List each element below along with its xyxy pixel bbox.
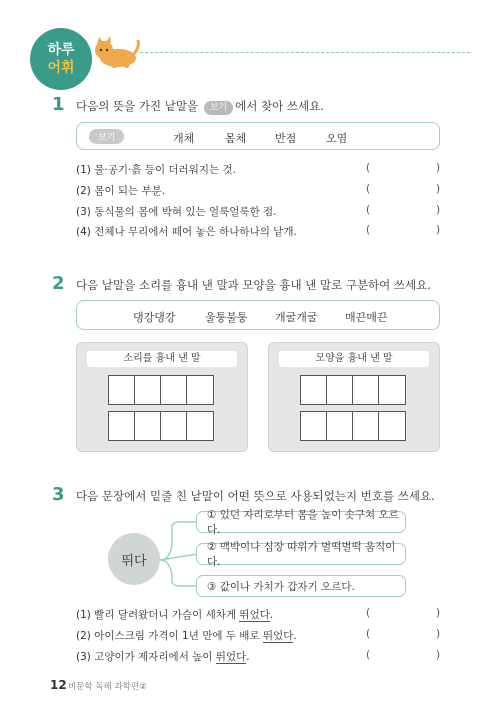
q2-number: 2 [52, 273, 65, 294]
answer-paren-close: ) [436, 649, 441, 661]
answer-cell[interactable] [300, 375, 328, 405]
q2-word: 매끈매끈 [345, 311, 388, 324]
badge-line2: 어휘 [47, 60, 75, 76]
meaning-option-3: ③ 값이나 가치가 갑자기 오르다. [196, 575, 406, 597]
q1-tag: 보기 [204, 101, 233, 115]
q3-item-end: . [269, 609, 274, 621]
underlined-word: 뛰었다 [262, 630, 294, 642]
answer-paren-close: ) [436, 224, 441, 236]
day-vocab-badge [30, 28, 92, 90]
book-title: 비문학 독해 과학편② [68, 682, 147, 692]
connector-lines [158, 520, 198, 600]
q1-word: 개체 [173, 132, 195, 145]
target-word: 뛰다 [121, 553, 147, 569]
q2-word: 울퉁불퉁 [205, 311, 248, 324]
answer-grid[interactable] [108, 411, 212, 441]
shape-word-title: 모양을 흉내 낸 말 [279, 351, 429, 367]
q3-item [76, 649, 250, 664]
q1-item: (2) 몸이 되는 부분. [76, 185, 166, 197]
q3-number: 3 [52, 484, 65, 505]
q3-item-text: (2) 아이스크림 가격이 1년 만에 두 배로 [76, 630, 263, 642]
target-word-circle [108, 533, 160, 585]
answer-cell[interactable] [134, 375, 162, 405]
answer-cell[interactable] [186, 411, 214, 441]
answer-cell[interactable] [326, 375, 354, 405]
q2-word: 개굴개굴 [275, 311, 318, 324]
cat-icon [92, 36, 142, 72]
answer-paren-close: ) [436, 628, 441, 640]
answer-paren-open[interactable]: ( [366, 162, 371, 174]
answer-paren-open[interactable]: ( [366, 649, 371, 661]
q1-word: 오염 [326, 132, 348, 145]
answer-cell[interactable] [108, 375, 136, 405]
meaning-option-2: ② 맥박이나 심장 따위가 벌떡벌떡 움직이다. [196, 543, 406, 565]
q1-box-label: 보기 [89, 129, 124, 144]
answer-paren-close: ) [436, 607, 441, 619]
q2-instruction: 다음 낱말을 소리를 흉내 낸 말과 모양을 흉내 낸 말로 구분하여 쓰세요. [76, 278, 431, 292]
answer-paren-open[interactable]: ( [366, 607, 371, 619]
answer-cell[interactable] [186, 375, 214, 405]
answer-cell[interactable] [378, 411, 406, 441]
q1-number: 1 [52, 94, 65, 115]
answer-cell[interactable] [134, 411, 162, 441]
q1-item: (1) 물·공기·흙 등이 더러워지는 것. [76, 164, 236, 176]
shape-word-box [268, 342, 440, 452]
q3-item [76, 628, 297, 643]
answer-cell[interactable] [160, 411, 188, 441]
q3-instruction: 다음 문장에서 밑줄 친 낱말이 어떤 뜻으로 사용되었는지 번호를 쓰세요. [76, 489, 435, 503]
answer-cell[interactable] [160, 375, 188, 405]
q3-item-end: . [293, 630, 297, 642]
answer-cell[interactable] [352, 375, 380, 405]
page-number: 12 [50, 678, 67, 692]
sound-word-title: 소리를 흉내 낸 말 [87, 351, 237, 367]
q2-word-box [76, 300, 440, 330]
q2-word: 댕강댕강 [133, 311, 176, 324]
answer-cell[interactable] [326, 411, 354, 441]
answer-paren-close: ) [436, 162, 441, 174]
answer-paren-close: ) [436, 183, 441, 195]
answer-grid[interactable] [108, 375, 212, 405]
answer-cell[interactable] [300, 411, 328, 441]
answer-grid[interactable] [300, 375, 404, 405]
answer-paren-open[interactable]: ( [366, 204, 371, 216]
q3-item [76, 607, 273, 622]
answer-cell[interactable] [108, 411, 136, 441]
meaning-option-1: ① 있던 자리로부터 몸을 높이 솟구쳐 오르다. [196, 511, 406, 533]
answer-cell[interactable] [378, 375, 406, 405]
q1-text-before: 다음의 뜻을 가진 낱말을 [76, 99, 199, 113]
answer-cell[interactable] [352, 411, 380, 441]
q3-item-text: (1) 빨리 달려왔더니 가슴이 세차게 [76, 609, 240, 621]
underlined-word: 뛰었다 [239, 609, 270, 621]
q3-item-end: . [246, 651, 250, 663]
answer-paren-close: ) [436, 204, 441, 216]
q1-word: 반점 [275, 132, 297, 145]
answer-paren-open[interactable]: ( [366, 183, 371, 195]
sound-word-box [76, 342, 248, 452]
header-dashed-line [140, 52, 470, 53]
q1-item: (3) 동식물의 몸에 박혀 있는 얼룩얼룩한 점. [76, 206, 277, 218]
q1-word-box [76, 122, 440, 150]
underlined-word: 뛰었다 [215, 651, 247, 663]
badge-line1: 하루 [47, 42, 75, 58]
q1-instruction [76, 98, 324, 115]
answer-grid[interactable] [300, 411, 404, 441]
q1-word: 몸체 [225, 132, 247, 145]
answer-paren-open[interactable]: ( [366, 224, 371, 236]
q3-item-text: (3) 고양이가 제자리에서 높이 [76, 651, 216, 663]
q1-item: (4) 전체나 무리에서 떼어 놓은 하나하나의 낱개. [76, 226, 297, 238]
answer-paren-open[interactable]: ( [366, 628, 371, 640]
q1-text-after: 에서 찾아 쓰세요. [235, 99, 324, 113]
